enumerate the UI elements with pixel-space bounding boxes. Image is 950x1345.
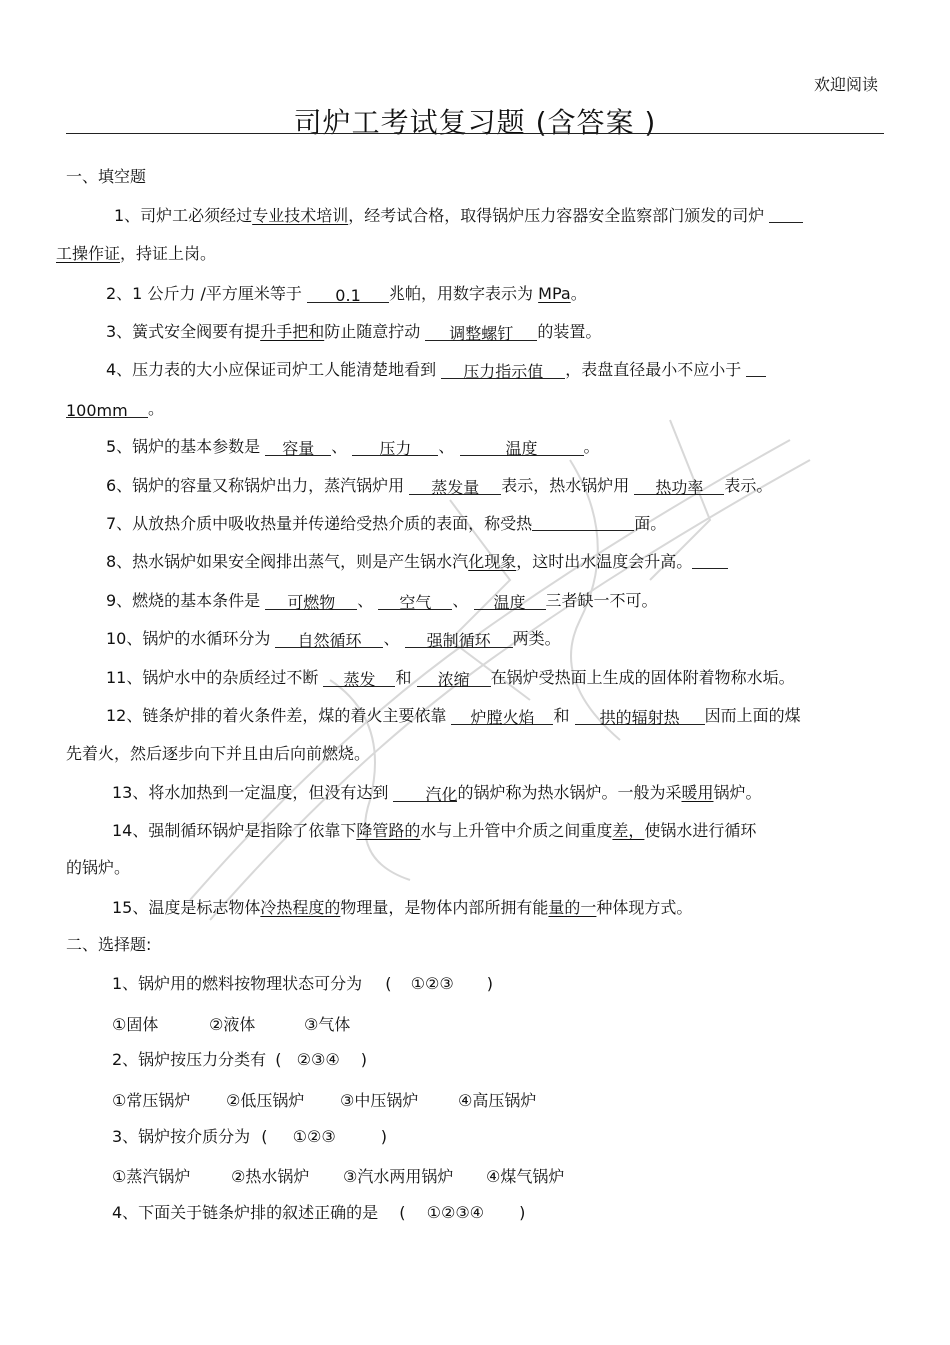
fill-question-14: 14、强制循环锅炉是指除了依靠下降管路的水与上升管中介质之间重度差，使锅水进行循环: [112, 821, 757, 840]
choice-question-4: 4、下面关于链条炉排的叙述正确的是 ( ①②③④ ): [112, 1203, 526, 1222]
fill-question-5: 5、锅炉的基本参数是 容量 、 压力 、 温度 。: [106, 437, 600, 458]
fill-question-11: 11、锅炉水中的杂质经过不断 蒸发 和 浓缩 在锅炉受热面上生成的固体附着物称水垢。: [106, 668, 795, 689]
fill-question-4-cont: 100mm 。: [66, 399, 165, 420]
answer-choice-3: ①②③: [292, 1127, 336, 1146]
choice-2-option-4: ④高压锅炉: [458, 1091, 537, 1110]
choice-question-1: 1、锅炉用的燃料按物理状态可分为 ( ①②③ ): [112, 974, 493, 993]
choice-1-option-3: ③气体: [304, 1015, 351, 1034]
fill-question-12-cont: 先着火，然后逐步向下并且由后向前燃烧。: [66, 744, 371, 763]
fill-question-6: 6、锅炉的容量又称锅炉出力，蒸汽锅炉用 蒸发量 表示，热水锅炉用 热功率 表示。: [106, 476, 773, 497]
choice-2-option-3: ③中压锅炉: [340, 1091, 419, 1110]
answer-choice-1: ①②③: [410, 974, 454, 993]
answer-q2-1: 0.1: [307, 286, 389, 303]
fill-question-3: 3、簧式安全阀要有提升手把和防止随意拧动 调整螺钉 的装置。: [106, 322, 602, 343]
fill-question-1: 1、司炉工必须经过专业技术培训，经考试合格，取得锅炉压力容器安全监察部门颁发的司炉: [114, 206, 803, 226]
header-note: 欢迎阅读: [813, 75, 878, 94]
choice-3-option-4: ④煤气锅炉: [486, 1167, 565, 1186]
fill-question-4: 4、压力表的大小应保证司炉工人能清楚地看到 压力指示值 ，表盘直径最小不应小于: [106, 360, 766, 380]
section-choice-heading: 二、选择题:: [66, 935, 152, 954]
fill-question-9: 9、燃烧的基本条件是 可燃物 、 空气 、 温度 三者缺一不可。: [106, 591, 658, 612]
choice-3-option-2: ②热水锅炉: [231, 1167, 310, 1186]
watermark-stamp: [150, 380, 850, 940]
fill-question-12: 12、链条炉排的着火条件差，煤的着火主要依靠 炉膛火焰 和 拱的辐射热 因而上面的煤: [106, 706, 801, 727]
answer-choice-2: ②③④: [296, 1050, 340, 1069]
choice-1-option-1: ①固体: [112, 1015, 159, 1034]
choice-question-2: 2、锅炉按压力分类有 ( ②③④ ): [112, 1050, 367, 1069]
fill-question-15: 15、温度是标志物体冷热程度的物理量，是物体内部所拥有能量的一种体现方式。: [112, 898, 693, 917]
section-fill-blank-heading: 一、填空题: [66, 167, 147, 186]
fill-question-14-cont: 的锅炉。: [66, 858, 131, 877]
choice-2-option-2: ②低压锅炉: [226, 1091, 305, 1110]
fill-question-1-cont: 工操作证，持证上岗。: [56, 244, 217, 263]
choice-3-option-3: ③汽水两用锅炉: [343, 1167, 454, 1186]
choice-2-option-1: ①常压锅炉: [112, 1091, 191, 1110]
fill-question-2: 2、1 公斤力 /平方厘米等于 0.1 兆帕，用数字表示为 MPa。: [106, 284, 587, 305]
fill-question-7: 7、从放热介质中吸收热量并传递给受热介质的表面，称受热 面。: [106, 514, 667, 533]
fill-question-10: 10、锅炉的水循环分为 自然循环 、 强制循环 两类。: [106, 629, 561, 650]
page-title: 司炉工考试复习题 (含答案 ): [293, 106, 657, 139]
choice-question-3: 3、锅炉按介质分为 ( ①②③ ): [112, 1127, 387, 1146]
fill-question-13: 13、将水加热到一定温度，但没有达到 汽化的锅炉称为热水锅炉。一般为采暖用锅炉。: [112, 783, 762, 804]
choice-3-option-1: ①蒸汽锅炉: [112, 1167, 191, 1186]
title-rule: [66, 133, 884, 134]
fill-question-8: 8、热水锅炉如果安全阀排出蒸气，则是产生锅水汽化现象，这时出水温度会升高。: [106, 552, 728, 572]
answer-choice-4: ①②③④: [426, 1203, 484, 1222]
choice-1-option-2: ②液体: [209, 1015, 256, 1034]
